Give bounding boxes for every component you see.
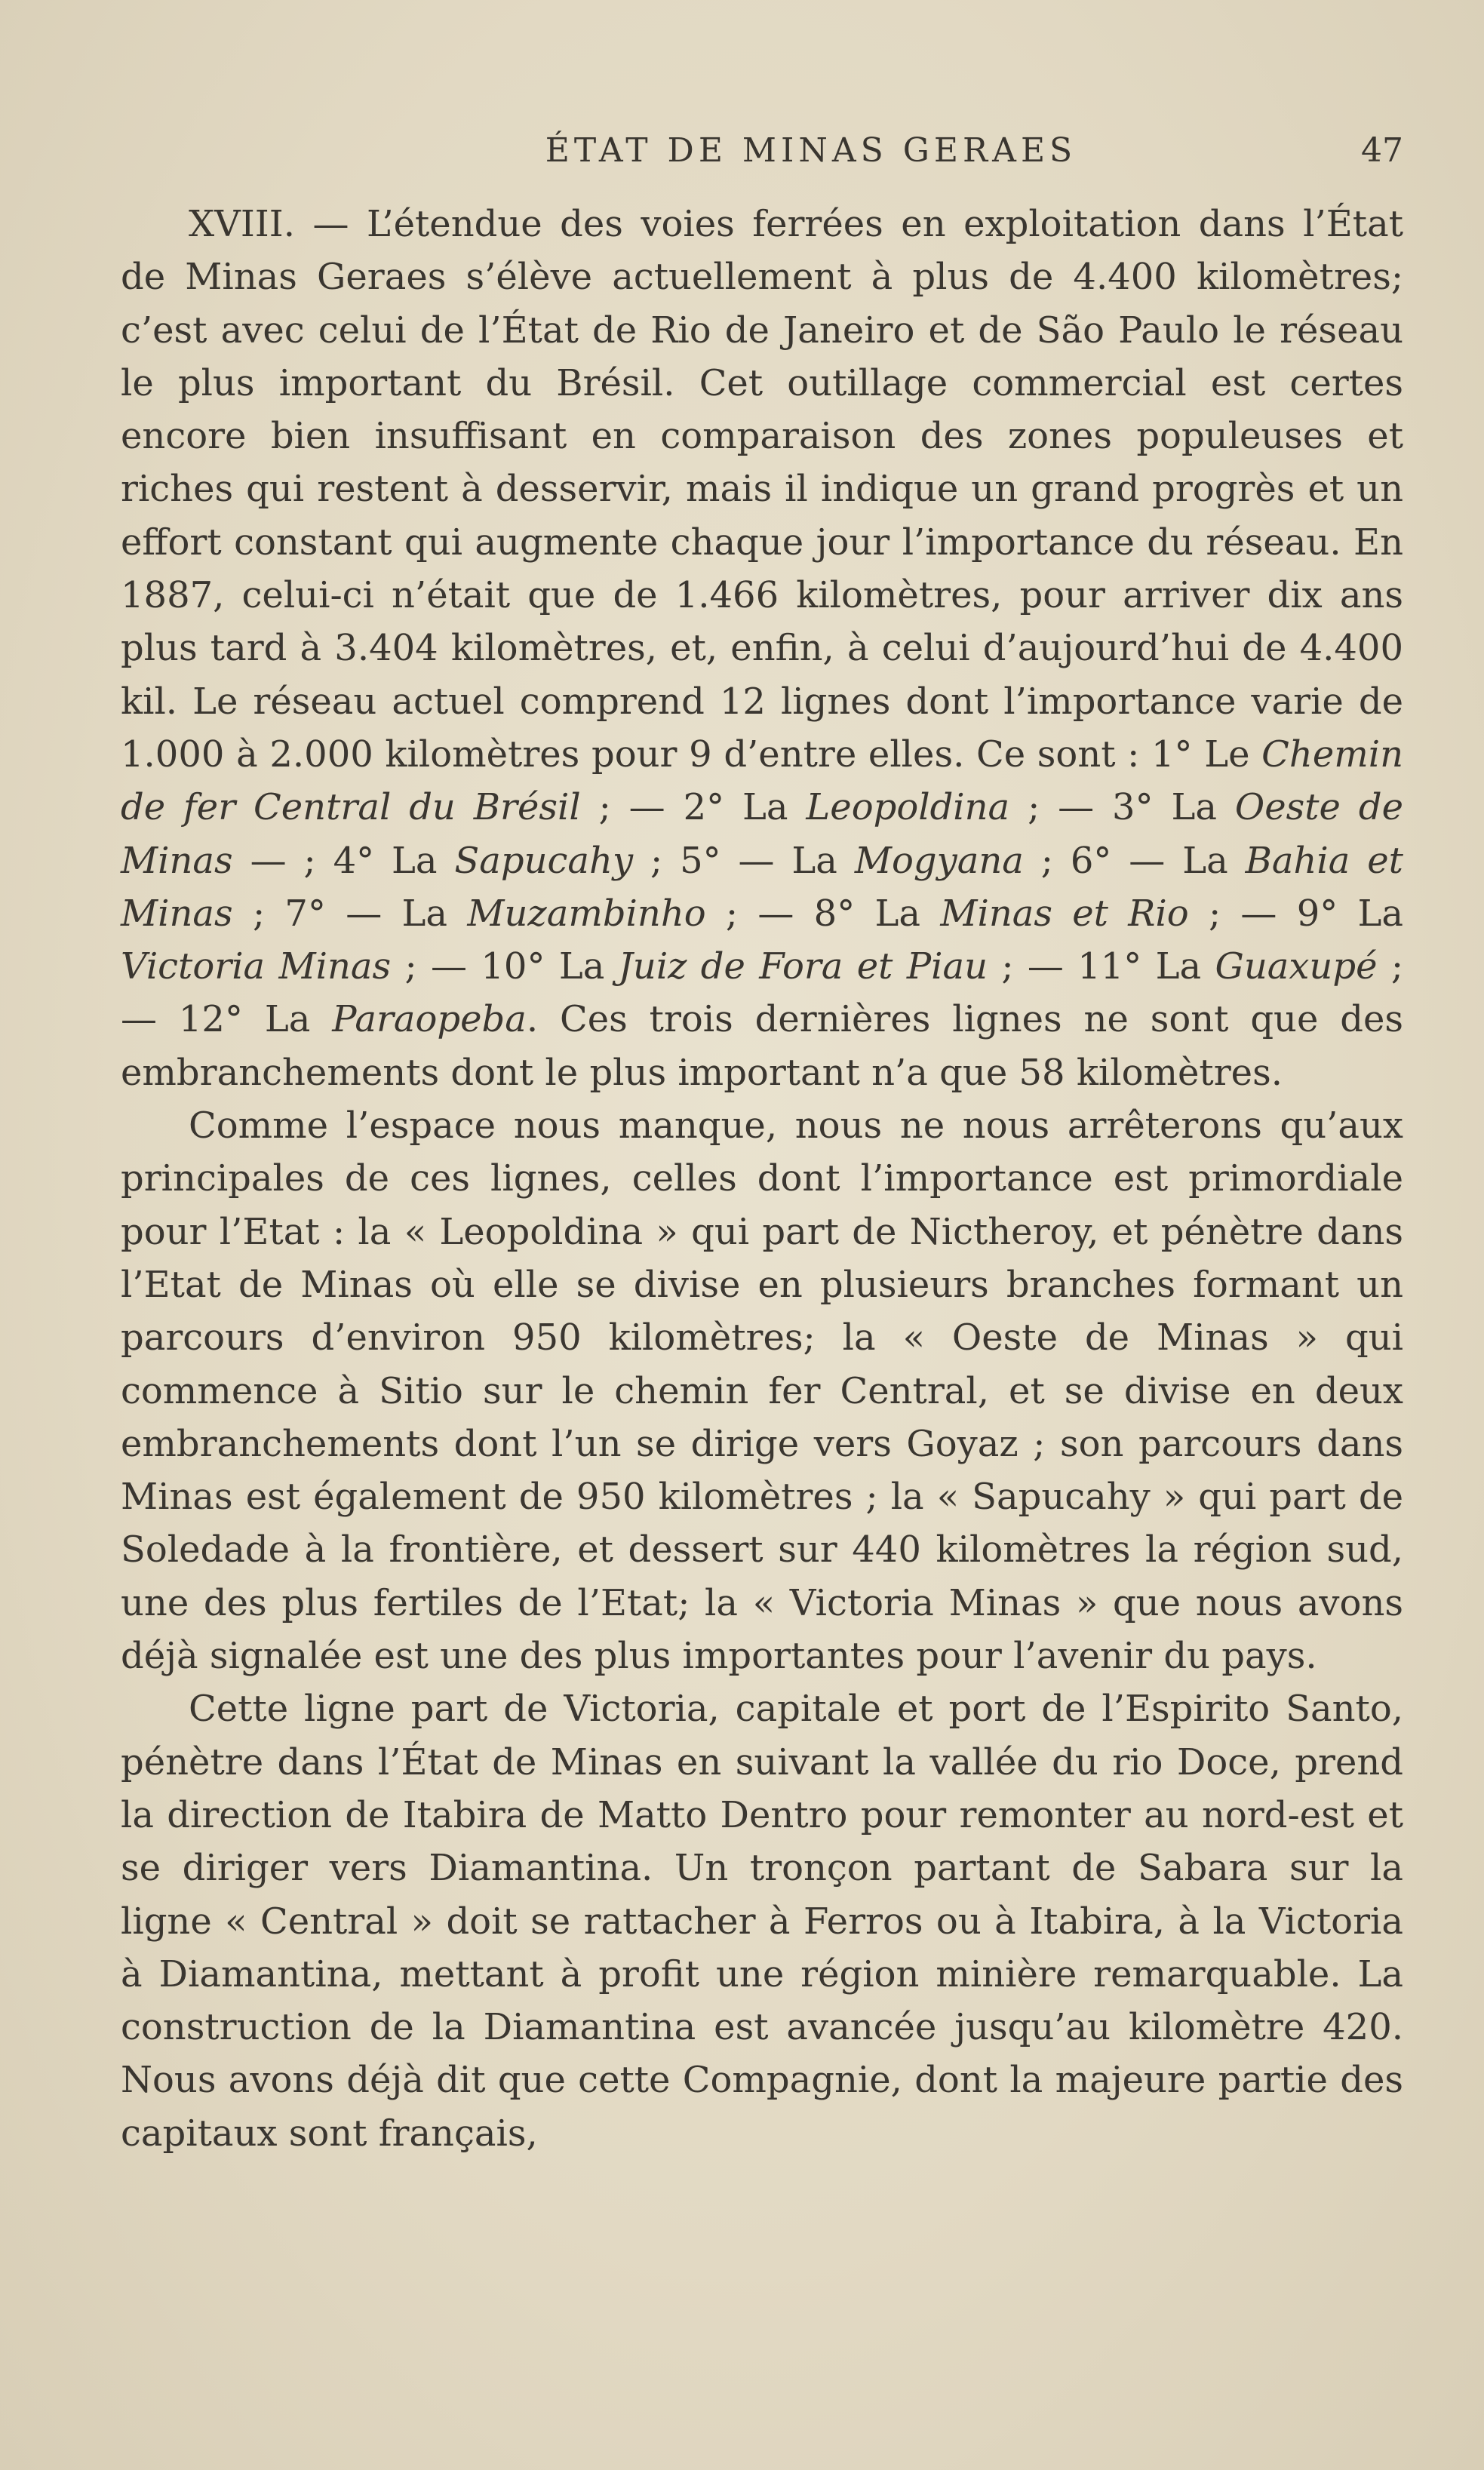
text-run: ; — 9° La — [1188, 892, 1404, 935]
text-run: ; — 10° La — [391, 945, 619, 988]
text-run: ; — 3° La — [1009, 786, 1235, 829]
italic-text-run: Juiz de Fora et Piau — [618, 945, 988, 988]
text-run: ; — 11° La — [988, 945, 1215, 988]
running-title: ÉTAT DE MINAS GERAES — [545, 131, 1077, 170]
text-run: — ; 4° La — [232, 839, 455, 882]
paragraph — [121, 1682, 1403, 2160]
italic-text-run: Guaxupé — [1215, 945, 1378, 988]
text-run: XVIII. — L’étendue des voies ferrées en exploitation dans l’État de Minas Geraes s’élève actuellement à plus de 4.400 kilomètres; c’est avec celui de l’État de Rio de Janeiro et de São Paulo le réseau le plus important du Brésil. Cet outillage commercial est certes encore bien insuffisant en comparaison des zones populeuses et riches qui restent à desservir, mais il indique un grand progrès et un effort constant qui augmente chaque jour l’importance du réseau. En 1887, celui-ci n’était que de 1.466 kilomètres, pour arriver dix ans plus tard à 3.404 kilomètres, et, enfin, à celui d’aujourd’hui de 4.400 kil. Le réseau actuel comprend 12 lignes dont l’importance varie de 1.000 à 2.000 kilomètres pour 9 d’entre elles. Ce sont : 1° Le — [121, 203, 1403, 776]
page-header — [121, 127, 1403, 175]
text-run: ; — 2° La — [580, 786, 807, 829]
italic-text-run: Minas et Rio — [940, 892, 1189, 935]
text-run: . Ces trois dernières lignes ne sont que des embranchements dont le plus important n’a que 58 kilomètres. — [121, 998, 1404, 1094]
text-run: ; 6° — La — [1023, 839, 1246, 882]
italic-text-run: Bahia et Minas — [121, 839, 1403, 935]
text-run: Comme l’espace nous manque, nous ne nous arrêterons qu’aux principales de ces lignes, celles dont l’importance est primordiale pour l’Etat : la « Leopoldina » qui part de Nictheroy, et pénètre dans l’Etat de Minas où elle se divise en plusieurs branches formant un parcours d’environ 950 kilomètres; la « Oeste de Minas » qui commence à Sitio sur le chemin fer Central, et se divise en deux embranchements dont l’un se dirige vers Goyaz ; son parcours dans Minas est également de 950 kilomètres ; la « Sapucahy » qui part de Soledade à la frontière, et dessert sur 440 kilomètres la région sud, une des plus fertiles de l’Etat; la « Victoria Minas » que nous avons déjà signalée est une des plus importantes pour l’avenir du pays. — [121, 1104, 1403, 1678]
italic-text-run: Mogyana — [854, 839, 1024, 882]
text-run: ; 7° — La — [232, 892, 468, 935]
text-run: Cette ligne part de Victoria, capitale et port de l’Espirito Santo, pénètre dans l’État de Minas en suivant la vallée du rio Doce, prend la direction de Itabira de Matto Dentro pour remonter au nord-est et se diriger vers Diamantina. Un tronçon partant de Sabara sur la ligne « Central » doit se rattacher à Ferros ou à Itabira, à la Victoria à Diamantina, mettant à profit une région minière remarquable. La construction de la Diamantina est avancée jusqu’au kilomètre 420. Nous avons déjà dit que cette Compagnie, dont la majeure partie des capitaux sont français, — [121, 1688, 1403, 2155]
italic-text-run: Leopoldina — [806, 786, 1010, 829]
text-run: ; 5° — La — [633, 839, 855, 882]
italic-text-run: Oeste de Minas — [121, 786, 1403, 882]
paragraph — [121, 198, 1403, 1099]
page-number: 47 — [1361, 131, 1403, 170]
italic-text-run: Muzambinho — [467, 892, 706, 935]
body-text — [121, 198, 1403, 2160]
text-run: ; — 8° La — [705, 892, 941, 935]
paragraph — [121, 1099, 1403, 1682]
italic-text-run: Victoria Minas — [121, 945, 392, 988]
italic-text-run: Paraopeba — [332, 998, 527, 1041]
italic-text-run: Chemin de fer Central du Brésil — [121, 733, 1403, 829]
italic-text-run: Sapucahy — [454, 839, 634, 882]
text-run: ; — 12° La — [121, 945, 1404, 1041]
